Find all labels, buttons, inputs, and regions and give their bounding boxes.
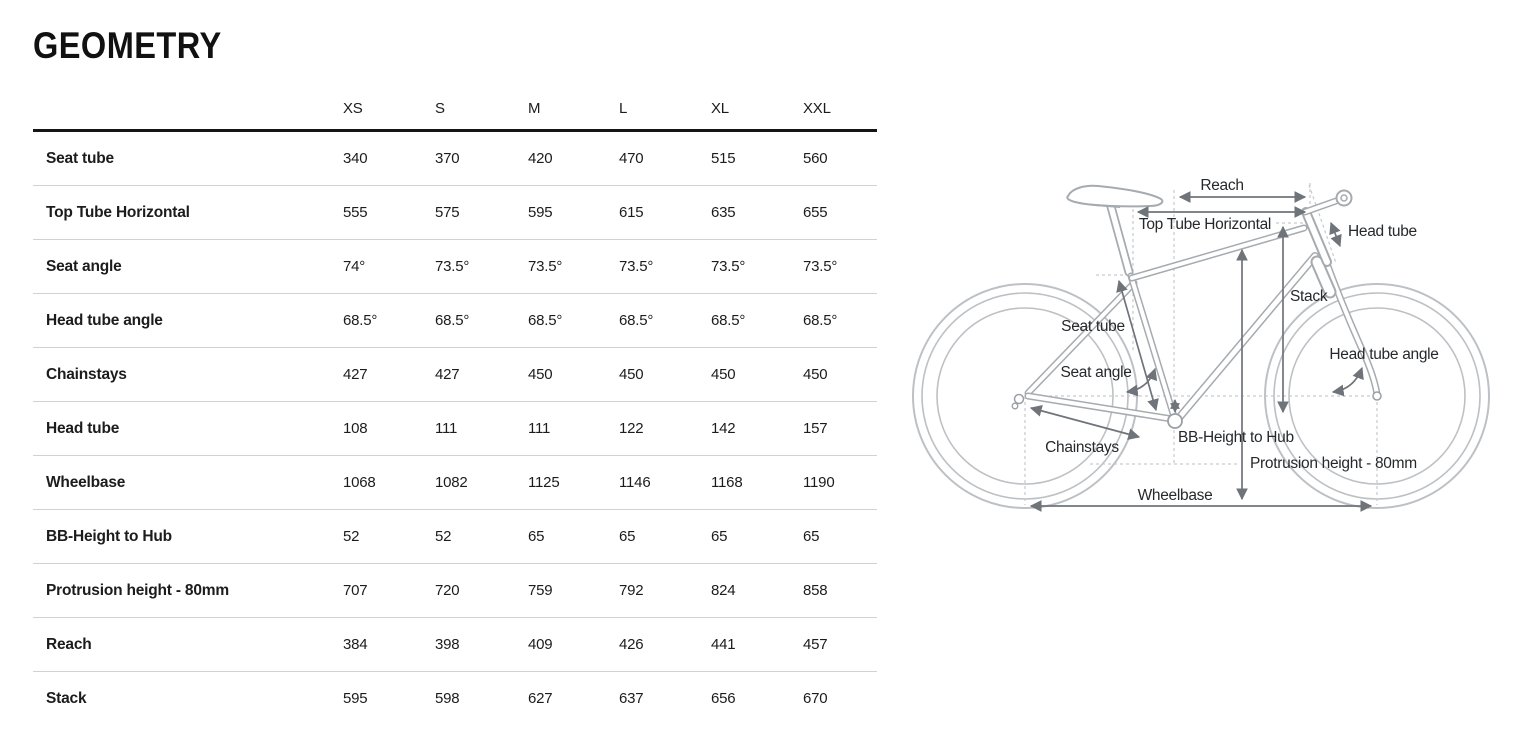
row-label: Reach — [46, 635, 92, 653]
size-header-xs: XS — [343, 100, 363, 117]
row-value: 52 — [343, 528, 360, 545]
row-value: 555 — [343, 204, 368, 221]
label-chainstays: Chainstays — [1045, 439, 1119, 456]
row-value: 426 — [619, 636, 644, 653]
size-header-xl: XL — [711, 100, 729, 117]
row-label: Top Tube Horizontal — [46, 203, 190, 221]
row-value: 457 — [803, 636, 828, 653]
table-row — [33, 240, 877, 294]
row-value: 68.5° — [528, 312, 563, 329]
row-value: 450 — [528, 366, 553, 383]
row-value: 1082 — [435, 474, 468, 491]
row-value: 340 — [343, 150, 368, 167]
row-value: 68.5° — [803, 312, 838, 329]
row-value: 637 — [619, 690, 644, 707]
row-value: 595 — [528, 204, 553, 221]
rear-dropout-icon — [1015, 395, 1024, 404]
row-value: 384 — [343, 636, 368, 653]
label-head-tube: Head tube — [1348, 223, 1417, 240]
label-stack: Stack — [1290, 288, 1328, 305]
row-value: 157 — [803, 420, 828, 437]
handlebar-grip-icon — [1337, 191, 1352, 206]
label-top-tube-horizontal: Top Tube Horizontal — [1138, 216, 1272, 233]
row-label: Stack — [46, 689, 87, 707]
row-value: 1190 — [803, 474, 835, 491]
row-label: Protrusion height - 80mm — [46, 581, 229, 599]
row-value: 1125 — [528, 474, 560, 491]
row-value: 142 — [711, 420, 736, 437]
table-row — [33, 564, 877, 618]
row-value: 670 — [803, 690, 828, 707]
row-value: 65 — [619, 528, 636, 545]
bottom-bracket-icon — [1168, 414, 1182, 428]
row-value: 656 — [711, 690, 736, 707]
row-value: 409 — [528, 636, 553, 653]
row-value: 65 — [711, 528, 728, 545]
saddle-icon — [1067, 186, 1162, 207]
label-bb-height-to-hub: BB-Height to Hub — [1178, 429, 1294, 446]
bike-geometry-diagram — [900, 150, 1539, 570]
row-value: 73.5° — [711, 258, 746, 275]
row-value: 420 — [528, 150, 553, 167]
row-value: 824 — [711, 582, 736, 599]
row-value: 108 — [343, 420, 368, 437]
row-value: 74° — [343, 258, 366, 275]
table-row — [33, 672, 877, 725]
row-value: 858 — [803, 582, 828, 599]
row-value: 1146 — [619, 474, 651, 491]
row-value: 1168 — [711, 474, 743, 491]
row-value: 635 — [711, 204, 736, 221]
row-value: 111 — [528, 420, 551, 437]
row-value: 73.5° — [803, 258, 838, 275]
table-header — [33, 88, 877, 132]
row-value: 720 — [435, 582, 460, 599]
row-value: 759 — [528, 582, 553, 599]
row-value: 615 — [619, 204, 644, 221]
label-head-tube-angle: Head tube angle — [1329, 346, 1439, 363]
row-value: 792 — [619, 582, 644, 599]
size-header-m: M — [528, 100, 541, 117]
row-value: 470 — [619, 150, 644, 167]
row-value: 111 — [435, 420, 458, 437]
row-value: 122 — [619, 420, 644, 437]
row-label: Chainstays — [46, 365, 127, 383]
table-row — [33, 294, 877, 348]
row-value: 450 — [619, 366, 644, 383]
row-value: 450 — [711, 366, 736, 383]
table-row — [33, 402, 877, 456]
table-row — [33, 618, 877, 672]
table-body — [33, 132, 877, 725]
head-tube-angle-arc — [1333, 368, 1362, 392]
row-value: 73.5° — [435, 258, 470, 275]
row-value: 575 — [435, 204, 460, 221]
label-seat-angle: Seat angle — [1060, 364, 1132, 381]
row-value: 68.5° — [435, 312, 470, 329]
label-protrusion-height: Protrusion height - 80mm — [1250, 455, 1417, 472]
row-value: 450 — [803, 366, 828, 383]
table-row — [33, 132, 877, 186]
row-value: 65 — [803, 528, 820, 545]
row-label: Head tube angle — [46, 311, 163, 329]
label-reach: Reach — [1200, 177, 1244, 194]
table-row — [33, 186, 877, 240]
row-label: Head tube — [46, 419, 120, 437]
row-value: 65 — [528, 528, 545, 545]
size-header-xxl: XXL — [803, 100, 831, 117]
row-value: 707 — [343, 582, 368, 599]
table-row — [33, 456, 877, 510]
label-seat-tube: Seat tube — [1061, 318, 1125, 335]
row-value: 52 — [435, 528, 452, 545]
row-label: BB-Height to Hub — [46, 527, 172, 545]
row-label: Wheelbase — [46, 473, 126, 491]
row-value: 73.5° — [528, 258, 563, 275]
row-value: 68.5° — [343, 312, 378, 329]
front-dropout-icon — [1373, 392, 1381, 400]
size-header-l: L — [619, 100, 628, 117]
size-header-s: S — [435, 100, 445, 117]
row-value: 427 — [435, 366, 460, 383]
row-value: 68.5° — [711, 312, 746, 329]
row-value: 370 — [435, 150, 460, 167]
head-tube-arrow — [1331, 223, 1340, 246]
geometry-table — [33, 88, 877, 725]
table-row — [33, 348, 877, 402]
row-label: Seat tube — [46, 149, 114, 167]
row-value: 441 — [711, 636, 736, 653]
row-value: 560 — [803, 150, 828, 167]
row-value: 73.5° — [619, 258, 654, 275]
row-value: 655 — [803, 204, 828, 221]
row-label: Seat angle — [46, 257, 122, 275]
row-value: 515 — [711, 150, 736, 167]
row-value: 598 — [435, 690, 460, 707]
row-value: 398 — [435, 636, 460, 653]
row-value: 427 — [343, 366, 368, 383]
table-row — [33, 510, 877, 564]
row-value: 68.5° — [619, 312, 654, 329]
row-value: 595 — [343, 690, 368, 707]
row-value: 1068 — [343, 474, 376, 491]
row-value: 627 — [528, 690, 553, 707]
page-title: GEOMETRY — [33, 25, 222, 66]
label-wheelbase: Wheelbase — [1137, 487, 1213, 504]
